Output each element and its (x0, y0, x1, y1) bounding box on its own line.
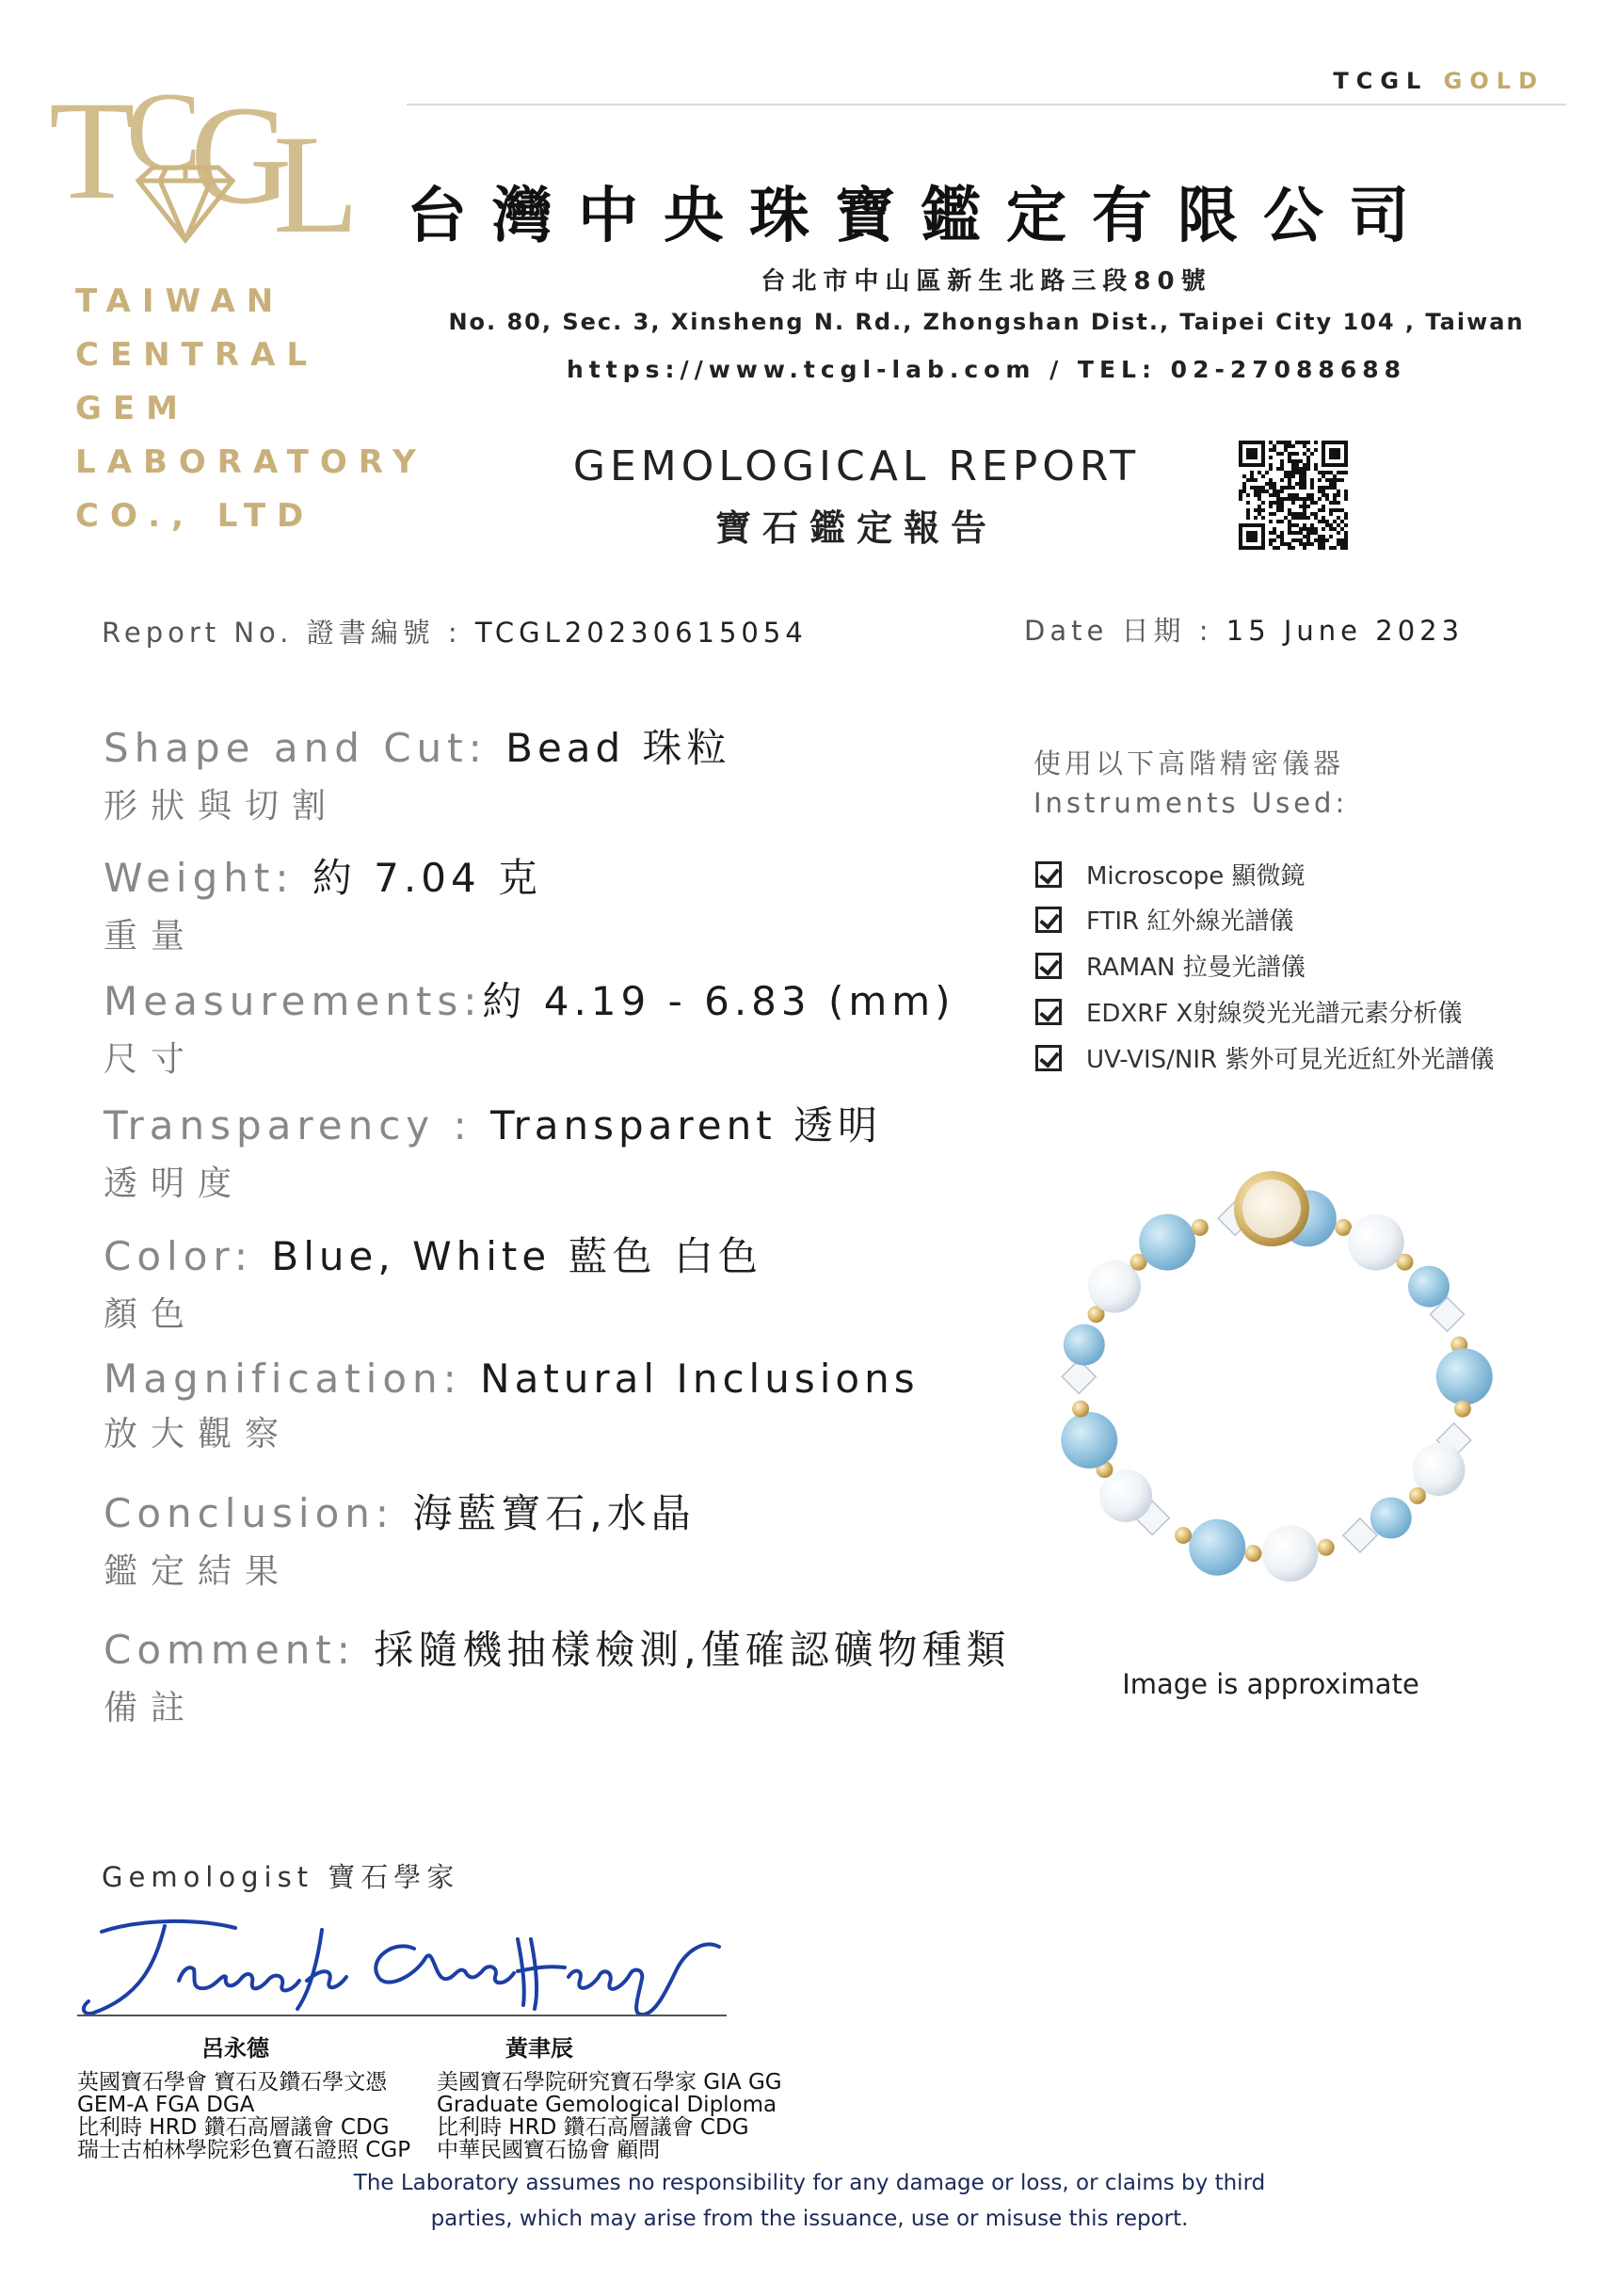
field-transparency (104, 1095, 882, 1205)
credential-line: 瑞士古柏林學院彩色寶石證照 CGP (77, 2138, 411, 2162)
contact-line: https://www.tcgl-lab.com / TEL: 02-27088688 (566, 356, 1407, 383)
address-english: No. 80, Sec. 3, Xinsheng N. Rd., Zhongshan Dist., Taipei City 104 , Taiwan (448, 309, 1525, 335)
aqua-bead (1436, 1348, 1493, 1405)
aqua-bead (1139, 1214, 1195, 1271)
aqua-bead (1061, 1412, 1117, 1469)
aqua-bead (1370, 1497, 1412, 1538)
gemologist-label: Gemologist 寶石學家 (102, 1861, 460, 1893)
field-color (104, 1226, 762, 1336)
white-bead (1348, 1214, 1404, 1271)
credential-line: 比利時 HRD 鑽石高層議會 CDG (437, 2115, 749, 2140)
field-label-chinese: 放大觀察 (104, 1415, 293, 1453)
credential-line: 英國寶石學會 寶石及鑽石學文憑 (77, 2070, 388, 2095)
instruments-title (1033, 744, 1348, 823)
report-date (1024, 610, 1464, 649)
field-value: 約 4.19 - 6.83 (mm) (482, 978, 955, 1024)
svg-text:G: G (190, 77, 293, 233)
instrument-item (1035, 948, 1306, 983)
field-value: Transparent 透明 (490, 1102, 883, 1148)
lab-name-line: CENTRAL (75, 336, 318, 374)
field-comment (104, 1619, 1011, 1729)
report-title-chinese: 寶石鑑定報告 (714, 507, 998, 549)
field-label-chinese: 尺寸 (104, 1040, 199, 1079)
header-divider (407, 104, 1566, 105)
aqua-bead (1189, 1519, 1245, 1576)
gemologist-name: 黃聿辰 (505, 2035, 573, 2062)
disclaimer (311, 2165, 1308, 2237)
brand-tag (1333, 68, 1545, 94)
image-caption: Image is approximate (1122, 1668, 1419, 1700)
field-value: 海藍寶石,水晶 (412, 1490, 696, 1536)
checkbox-checked-icon (1035, 1045, 1062, 1071)
tcgl-logo (49, 56, 360, 263)
checkbox-checked-icon (1035, 907, 1062, 933)
report-number-value: TCGL20230615054 (474, 617, 808, 649)
credential-line: GEM-A FGA DGA (77, 2093, 255, 2117)
field-label-chinese: 備註 (104, 1689, 199, 1727)
checkbox-checked-icon (1035, 953, 1062, 979)
instrument-label: Microscope 顯微鏡 (1086, 862, 1306, 891)
gold-bead (1454, 1401, 1471, 1418)
aqua-bead (1064, 1325, 1105, 1366)
disclaimer-line: The Laboratory assumes no responsibility for any damage or loss, or claims by third (353, 2171, 1266, 2195)
instrument-label: FTIR 紅外線光譜儀 (1086, 907, 1294, 936)
lab-name-english (75, 275, 427, 543)
instruments-title-english: Instruments Used: (1033, 787, 1349, 819)
instrument-item (1035, 902, 1293, 937)
credential-line: 美國寶石學院研究寶石學家 GIA GG (437, 2070, 782, 2095)
field-label-chinese: 顏色 (104, 1295, 199, 1334)
field-label-chinese: 透明度 (104, 1164, 246, 1203)
white-bead (1261, 1525, 1318, 1582)
report-date-label: Date 日期 : (1024, 615, 1226, 647)
field-measurements (104, 971, 955, 1081)
address-chinese: 台北市中山區新生北路三段80號 (761, 267, 1212, 296)
credential-line: Graduate Gemological Diploma (437, 2093, 777, 2117)
field-value: 採隨機抽樣檢測,僅確認礦物種類 (374, 1627, 1011, 1673)
field-label-chinese: 重量 (104, 917, 199, 955)
field-label: Shape and Cut: (104, 725, 506, 771)
field-label: Comment: (104, 1627, 375, 1673)
instrument-label: RAMAN 拉曼光譜儀 (1086, 954, 1306, 982)
field-magnification (104, 1356, 920, 1455)
field-label-chinese: 鑑定結果 (104, 1552, 293, 1591)
field-label: Color: (104, 1233, 272, 1279)
field-weight (104, 847, 542, 957)
credential-line: 比利時 HRD 鑽石高層議會 CDG (77, 2115, 390, 2140)
gemologist-name: 呂永德 (201, 2035, 269, 2062)
field-value: 約 7.04 克 (312, 855, 543, 901)
field-shape (104, 717, 731, 827)
gold-bead (1192, 1219, 1209, 1236)
gemologist-credentials (77, 2071, 410, 2161)
field-value: Natural Inclusions (480, 1356, 920, 1402)
field-value: Blue, White 藍色 白色 (271, 1233, 762, 1279)
gold-bead (1072, 1401, 1089, 1418)
field-label-chinese: 形狀與切割 (104, 787, 340, 826)
gold-bead (1396, 1254, 1413, 1271)
instrument-item (1035, 994, 1462, 1029)
qr-code[interactable] (1239, 441, 1348, 550)
gold-bead (1245, 1545, 1262, 1562)
disclaimer-line: parties, which may arise from the issuance, use or misuse this report. (430, 2207, 1189, 2231)
report-number (102, 612, 808, 650)
svg-text:T: T (49, 72, 136, 229)
bracelet-image (1032, 1164, 1512, 1606)
signature-line (77, 2015, 727, 2016)
report-title-english: GEMOLOGICAL REPORT (572, 442, 1141, 490)
report-number-label: Report No. 證書編號 : (102, 617, 475, 649)
focal-bead (1234, 1171, 1309, 1246)
lab-name-line: LABORATORY (75, 443, 427, 481)
checkbox-checked-icon (1035, 999, 1062, 1025)
lab-name-line: CO., LTD (75, 497, 315, 535)
gemologist-credentials (437, 2071, 782, 2161)
field-label: Conclusion: (104, 1490, 413, 1536)
field-label: Magnification: (104, 1356, 481, 1402)
instrument-label: UV-VIS/NIR 紫外可見光近紅外光譜儀 (1086, 1046, 1495, 1074)
field-label: Transparency : (104, 1102, 490, 1148)
field-label: Measurements: (104, 978, 483, 1024)
instruments-title-chinese: 使用以下高階精密儀器 (1033, 747, 1345, 779)
gold-bead (1409, 1487, 1426, 1504)
lab-name-line: GEM (75, 390, 189, 427)
company-name-chinese: 台灣中央珠寶鑑定有限公司 (407, 182, 1434, 251)
bracelet-beads (1061, 1190, 1492, 1582)
instrument-label: EDXRF X射線熒光光譜元素分析儀 (1086, 1000, 1463, 1028)
gold-bead (1318, 1539, 1335, 1556)
gemologist-signatures (75, 1911, 753, 2024)
report-date-value: 15 June 2023 (1226, 615, 1465, 647)
gold-bead (1175, 1527, 1192, 1544)
brand-tag-text: TCGL (1333, 68, 1429, 94)
credential-line: 中華民國寶石協會 顧問 (437, 2138, 661, 2162)
instrument-item (1035, 1040, 1494, 1075)
svg-text:C: C (126, 69, 202, 194)
lab-name-line: TAIWAN (75, 282, 285, 320)
field-value: Bead 珠粒 (505, 725, 731, 771)
brand-tag-gold: GOLD (1443, 68, 1545, 94)
field-conclusion (104, 1483, 696, 1593)
instrument-item (1035, 857, 1306, 891)
field-label: Weight: (104, 855, 312, 901)
svg-text:L: L (273, 106, 360, 263)
checkbox-checked-icon (1035, 861, 1062, 888)
